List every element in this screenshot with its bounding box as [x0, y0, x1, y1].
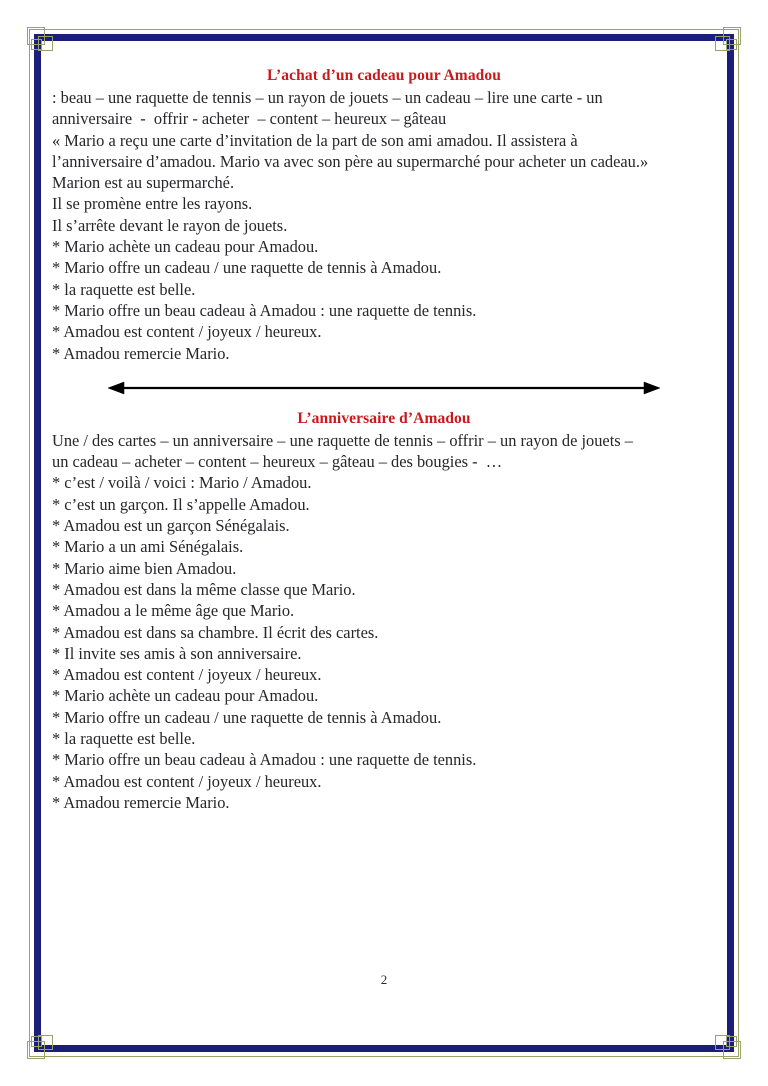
text-line: Marion est au supermarché.	[52, 173, 235, 193]
text-line: Il s’arrête devant le rayon de jouets.	[52, 215, 288, 235]
ornament-square	[38, 1035, 53, 1050]
text-line: * Il invite ses amis à son anniversaire.	[52, 643, 302, 663]
text-line: Une / des cartes – un anniversaire – une raquette de tennis – offrir – un rayon de jouets –	[52, 430, 633, 450]
ornament-square	[715, 36, 730, 51]
text-line: l’anniversaire d’amadou. Mario va avec son père au supermarché pour acheter un cadeau.»	[52, 151, 649, 171]
section-title-1: L’achat d’un cadeau pour Amadou	[267, 67, 501, 84]
ornament-square	[726, 1036, 737, 1047]
corner-ornament-bottom-right	[707, 1025, 741, 1059]
text-line: * Mario achète un cadeau pour Amadou.	[52, 237, 319, 257]
text-line: * Amadou est content / joyeux / heureux.	[52, 665, 322, 685]
section-body-2	[52, 430, 716, 813]
ornament-square	[38, 36, 53, 51]
ornament-square	[723, 27, 741, 45]
ornament-square	[723, 1041, 741, 1059]
text-line: * c’est un garçon. Il s’appelle Amadou.	[52, 494, 310, 514]
double-headed-arrow-divider	[52, 371, 716, 405]
text-line: * Mario achète un cadeau pour Amadou.	[52, 686, 319, 706]
corner-ornament-top-left	[27, 27, 61, 61]
text-line: * Amadou est dans sa chambre. Il écrit des cartes.	[52, 622, 379, 642]
text-line: * Amadou est content / joyeux / heureux.	[52, 322, 322, 342]
section-title-2: L’anniversaire d’Amadou	[297, 409, 471, 427]
text-line: Il se promène entre les rayons.	[52, 194, 253, 214]
ornament-square	[27, 27, 45, 45]
corner-ornament-top-right	[707, 27, 741, 61]
ornament-square	[31, 39, 42, 50]
text-line: * c’est / voilà / voici : Mario / Amadou.	[52, 473, 312, 493]
text-line: anniversaire - offrir - acheter – content – heureux – gâteau	[52, 109, 447, 129]
ornament-square	[726, 39, 737, 50]
text-line: * Mario offre un beau cadeau à Amadou : une raquette de tennis.	[52, 300, 477, 320]
document-body	[52, 66, 716, 813]
text-line: * Mario offre un cadeau / une raquette de tennis à Amadou.	[52, 707, 442, 727]
text-line: * Mario offre un cadeau / une raquette de tennis à Amadou.	[52, 258, 442, 278]
text-line: * Amadou a le même âge que Mario.	[52, 601, 295, 621]
text-line: * Amadou est un garçon Sénégalais.	[52, 516, 290, 536]
ornament-square	[715, 1035, 730, 1050]
corner-ornament-bottom-left	[27, 1025, 61, 1059]
text-line: « Mario a reçu une carte d’invitation de la part de son ami amadou. Il assistera à	[52, 130, 578, 150]
text-line: * Mario a un ami Sénégalais.	[52, 537, 244, 557]
text-line: * Mario offre un beau cadeau à Amadou : une raquette de tennis.	[52, 750, 477, 770]
section-body-1	[52, 87, 716, 364]
text-line: * Amadou remercie Mario.	[52, 343, 230, 363]
text-line: : beau – une raquette de tennis – un rayon de jouets – un cadeau – lire une carte - un	[52, 88, 603, 107]
text-line: * Amadou est dans la même classe que Mario.	[52, 579, 356, 599]
text-line: un cadeau – acheter – content – heureux – gâteau – des bougies - …	[52, 452, 503, 472]
text-line: * Amadou est content / joyeux / heureux.	[52, 771, 322, 791]
ornament-square	[31, 1036, 42, 1047]
text-line: * Amadou remercie Mario.	[52, 792, 230, 812]
text-line: * Mario aime bien Amadou.	[52, 558, 237, 578]
ornament-square	[27, 1041, 45, 1059]
section-anniversaire	[52, 409, 716, 813]
page-number: 2	[380, 972, 388, 987]
text-line: * la raquette est belle.	[52, 279, 196, 299]
text-line: * la raquette est belle.	[52, 729, 196, 749]
section-achat-cadeau	[52, 66, 716, 364]
